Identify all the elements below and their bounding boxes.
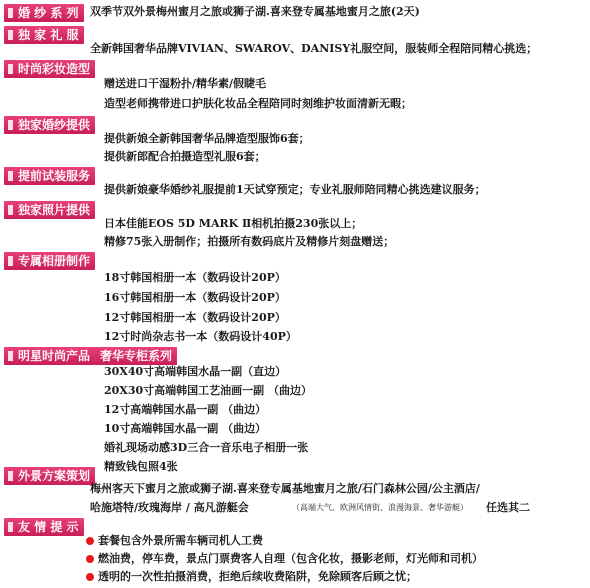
tag-gown: 独 家 礼 服	[4, 26, 84, 44]
bullet-icon	[86, 537, 94, 545]
tip-1: 套餐包含外景所需车辆司机人工费	[98, 534, 263, 547]
star-line-5: 婚礼现场动感3D三合一音乐电子相册一张	[104, 441, 309, 454]
dress-line-1: 提供新娘全新韩国奢华品牌造型服饰6套；	[104, 132, 310, 145]
album-line-3: 12寸韩国相册一本（数码设计20P）	[104, 311, 286, 324]
star-line-2: 20X30寸高端韩国工艺油画一副 （曲边）	[104, 384, 312, 397]
outdoor-line-1: 梅州客天下蜜月之旅或狮子湖.喜来登专属基地蜜月之旅/石门森林公园/公主酒店/	[90, 482, 480, 495]
tag-star: 明星时尚产品	[4, 347, 95, 365]
outdoor-line-2-note: （高端大气、欧洲风情街、浪漫海景、奢华游艇）	[292, 503, 468, 512]
star-line-3: 12寸高端韩国水晶一副 （曲边）	[104, 403, 267, 416]
section-album	[0, 250, 590, 272]
makeup-line-1: 赠送进口干湿粉扑/精华素/假睫毛	[104, 77, 267, 90]
bullet-icon	[86, 555, 94, 563]
sublabel-luxury: 奢华专柜系列	[95, 347, 177, 365]
tag-makeup: 时尚彩妆造型	[4, 60, 95, 78]
tag-series: 婚 纱 系 列	[4, 4, 84, 22]
photos-line-1: 日本佳能EOS 5D MARK Ⅱ相机拍摄230张以上；	[104, 217, 363, 230]
fitting-text: 提供新娘豪华婚纱礼服提前1天试穿预定；专业礼服师陪同精心挑选建议服务；	[104, 183, 486, 196]
star-line-1: 30X40寸高端韩国水晶一副（直边）	[104, 365, 287, 378]
album-line-2: 16寸韩国相册一本（数码设计20P）	[104, 291, 286, 304]
section-star	[0, 345, 590, 367]
section-series	[0, 2, 590, 24]
series-text: 双季节双外景梅州蜜月之旅或狮子湖.喜来登专属基地蜜月之旅(2天)	[90, 5, 420, 18]
tag-outdoor: 外景方案策划	[4, 467, 95, 485]
section-tips	[0, 516, 590, 538]
dress-line-2: 提供新郎配合拍摄造型礼服6套；	[104, 150, 266, 163]
album-line-1: 18寸韩国相册一本（数码设计20P）	[104, 271, 286, 284]
outdoor-line-2b: 任选其二	[486, 501, 530, 514]
makeup-line-2: 造型老师携带进口护肤化妆品全程陪同时刻维护妆面清新无暇；	[104, 97, 412, 110]
tag-album: 专属相册制作	[4, 252, 95, 270]
outdoor-line-2a: 哈施塔特/玫瑰海岸 / 高凡游艇会	[90, 501, 249, 514]
tag-fitting: 提前试装服务	[4, 167, 95, 185]
section-makeup	[0, 58, 590, 80]
tag-wedding-dress: 独家婚纱提供	[4, 116, 95, 134]
tag-tips: 友 情 提 示	[4, 518, 84, 536]
tip-3: 透明的一次性拍摄消费，拒绝后续收费陷阱，免除顾客后顾之忧；	[98, 570, 417, 583]
star-line-4: 10寸高端韩国水晶一副 （曲边）	[104, 422, 267, 435]
tip-2: 燃油费，停车费，景点门票费客人自理（包含化妆，摄影老师，灯光师和司机）	[98, 552, 483, 565]
album-line-4: 12寸时尚杂志书一本（数码设计40P）	[104, 330, 297, 343]
star-line-6: 精致钱包照4张	[104, 460, 178, 473]
gown-text: 全新韩国奢华品牌VIVIAN、SWAROV、DANISY礼服空间，服装师全程陪同精心挑选；	[90, 42, 538, 55]
bullet-icon	[86, 573, 94, 581]
tag-photos: 独家照片提供	[4, 201, 95, 219]
photos-line-2: 精修75张入册制作；拍摄所有数码底片及精修片刻盘赠送；	[104, 235, 395, 248]
